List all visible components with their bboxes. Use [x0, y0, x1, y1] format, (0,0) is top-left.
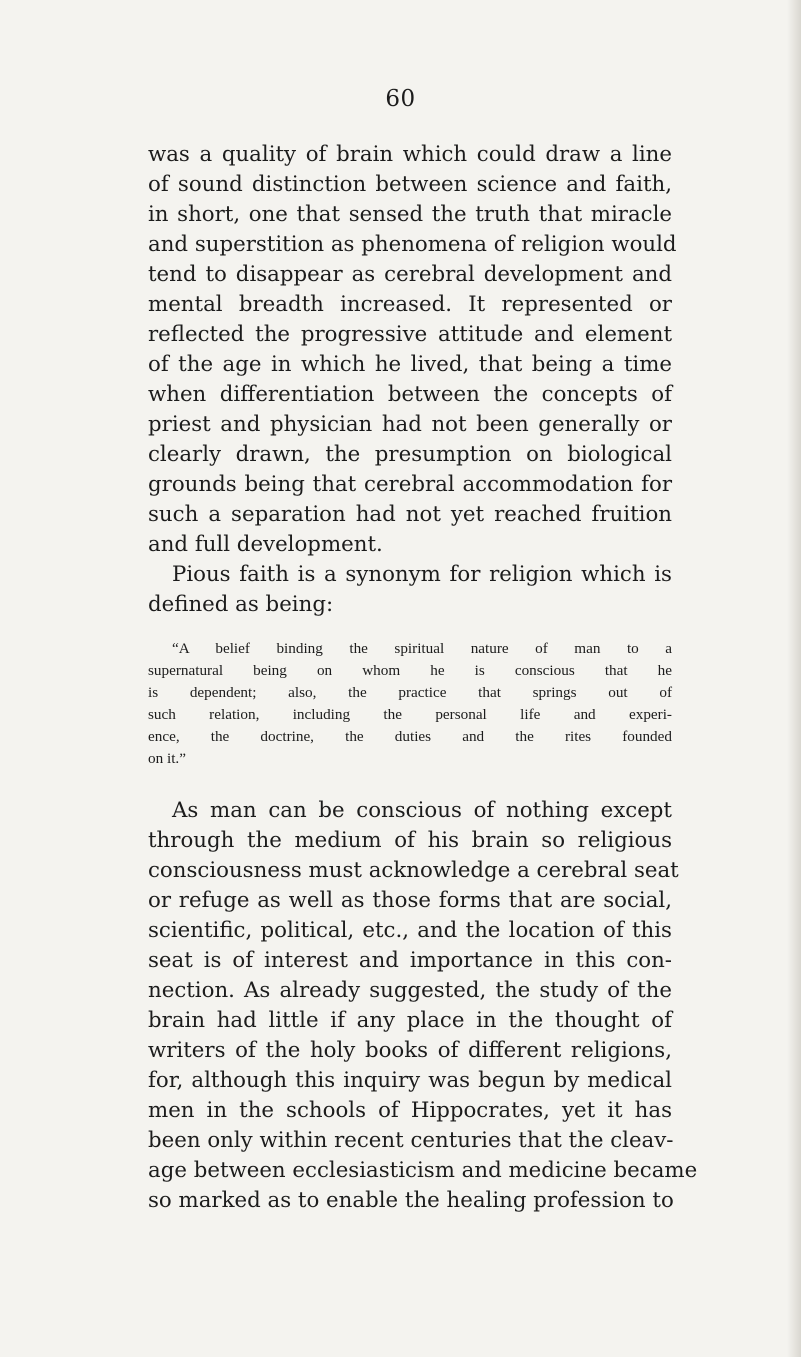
- text-line: As man can be conscious of nothing except: [172, 798, 672, 823]
- text-line: consciousness must acknowledge a cerebral seat: [148, 858, 679, 883]
- text-line: writers of the holy books of different religions,: [148, 1038, 672, 1063]
- text-line: nection. As already suggested, the study of the: [148, 978, 672, 1003]
- text-line: scientific, political, etc., and the location of this: [148, 918, 672, 943]
- text-line: reflected the progressive attitude and element: [148, 322, 672, 347]
- text-line: age between ecclesiasticism and medicine became: [148, 1158, 698, 1183]
- block-quote: [148, 638, 672, 770]
- page-edge-shadow: [787, 0, 801, 1357]
- text-line: when differentiation between the concepts of: [148, 382, 672, 407]
- text-line: grounds being that cerebral accommodation for: [148, 472, 672, 497]
- paragraph-2: [148, 560, 672, 620]
- text-line: mental breadth increased. It represented or: [148, 292, 672, 317]
- text-line: brain had little if any place in the thought of: [148, 1008, 672, 1033]
- paragraph-1: [148, 140, 677, 560]
- text-line: for, although this inquiry was begun by medical: [148, 1068, 672, 1093]
- text-line: been only within recent centuries that the cleav-: [148, 1128, 674, 1153]
- text-line: men in the schools of Hippocrates, yet it has: [148, 1098, 672, 1123]
- quote-line: “A belief binding the spiritual nature of man to a: [172, 640, 672, 657]
- text-line: and full development.: [148, 532, 383, 557]
- text-line: or refuge as well as those forms that are social,: [148, 888, 672, 913]
- text-line: so marked as to enable the healing profession to: [148, 1188, 674, 1213]
- paragraph-3: [148, 796, 698, 1216]
- body-text: [148, 140, 698, 1216]
- text-line: was a quality of brain which could draw a line: [148, 142, 672, 167]
- text-line: tend to disappear as cerebral development and: [148, 262, 672, 287]
- text-line: defined as being:: [148, 592, 334, 617]
- quote-line: such relation, including the personal life and experi-: [148, 706, 672, 723]
- text-line: in short, one that sensed the truth that miracle: [148, 202, 672, 227]
- quote-line: on it.”: [148, 750, 186, 767]
- page-number: 60: [385, 86, 416, 112]
- quote-line: is dependent; also, the practice that springs out of: [148, 684, 672, 701]
- text-line: of sound distinction between science and faith,: [148, 172, 672, 197]
- quote-line: ence, the doctrine, the duties and the rites founded: [148, 728, 672, 745]
- text-line: clearly drawn, the presumption on biological: [148, 442, 672, 467]
- text-line: of the age in which he lived, that being a time: [148, 352, 672, 377]
- text-line: through the medium of his brain so religious: [148, 828, 672, 853]
- text-line: Pious faith is a synonym for religion which is: [172, 562, 672, 587]
- text-line: and superstition as phenomena of religion would: [148, 232, 677, 257]
- text-line: such a separation had not yet reached fruition: [148, 502, 672, 527]
- text-line: seat is of interest and importance in this con-: [148, 948, 672, 973]
- text-line: priest and physician had not been generally or: [148, 412, 672, 437]
- quote-line: supernatural being on whom he is conscious that he: [148, 662, 672, 679]
